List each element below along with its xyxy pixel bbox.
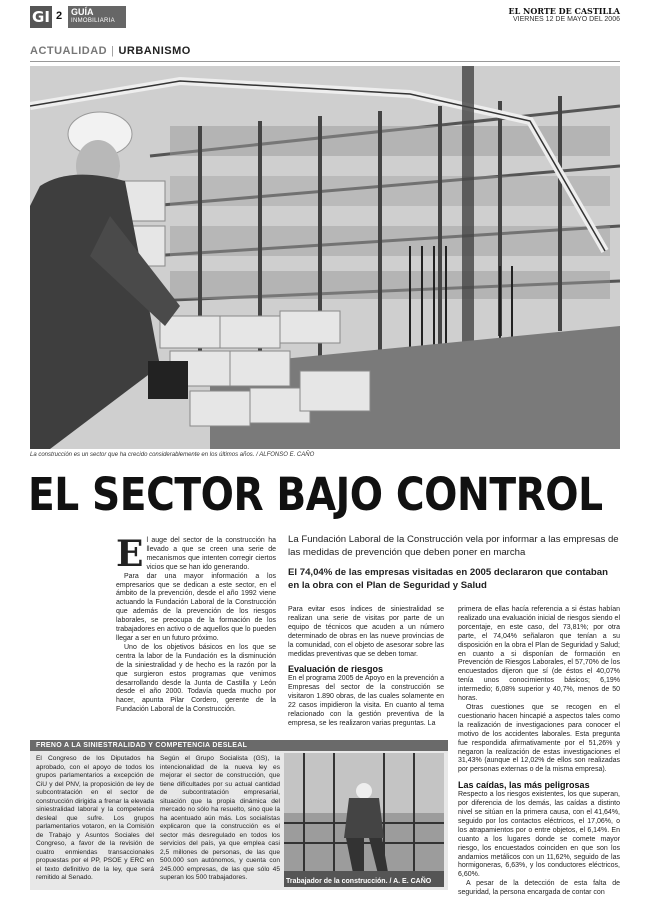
- construction-site-illustration: [30, 66, 620, 449]
- sidebar-box: [30, 740, 448, 890]
- section-label: [30, 45, 191, 57]
- paragraph: primera de ellas hacía referencia a si éstas habían realizado una evaluación inicial de riesgos siendo el porcentaje, en este caso, del 73,81%; por otra parte, el 74,04% señalaron que tenían a su disposición en la obra el Plan de Seguridad y Salud; en cuanto a si disponían de formación en Prevención de Riesgos Laborales, el 57,70% de los encuestados dijeron que sí (de éstos el 40,07% tenía unos conocimientos básicos; 6,19% intermedio; 6,08% superior y 40,7%, menos de 50 horas.: [458, 606, 620, 703]
- worker-illustration: [284, 753, 444, 887]
- main-photo-caption: La construcción es un sector que ha crecido considerablemente en los últimos años. / ALFONSO E. CAÑO: [30, 452, 315, 458]
- supplement-label-line2: INMOBILIARIA: [71, 18, 115, 24]
- sidebar-photo-caption: Trabajador de la construcción. / A. E. CAÑO: [286, 878, 432, 885]
- sidebar-column-1: [36, 755, 154, 883]
- supplement-badge: GI: [30, 6, 52, 28]
- paragraph: Uno de los objetivos básicos en los que se centra la labor de la Fundación es la disminución de la siniestralidad y de hecho es la razón por la que surgieron estos programas que venimos desarrollando desde la Junta de Castilla y León desde el año 2000. Todavía queda mucho por hacer, apunta Pilar Cordero, gerente de la Fundación Laboral de la Construcción.: [116, 643, 276, 714]
- paragraph-intro: [116, 533, 276, 575]
- issue-date: VIERNES 12 DE MAYO DEL 2006: [513, 16, 620, 23]
- deck-line-1: La Fundación Laboral de la Construcción vela por informar a las empresas de las medidas de prevención que deben poner en marcha: [288, 534, 619, 558]
- article-column-3: [458, 606, 620, 898]
- article-column-1: [116, 533, 276, 715]
- supplement-label-line1: GUÍA: [71, 7, 94, 17]
- headline: EL SECTOR BAJO CONTROL: [28, 468, 603, 521]
- main-photo: [30, 66, 620, 449]
- page-header: [30, 6, 620, 28]
- subhead-riesgos: Evaluación de riesgos: [288, 664, 384, 675]
- sidebar-paragraph: Según el Grupo Socialista (GS), la intencionalidad de la nueva ley es mejorar el sector de construcción, que tiene difícultades por su actual cantidad de subcontratación empresarial, situación que la propia dinámica del mercado no sólo ha resuelto, sino que la ha acentuado aún más. Los socialistas explicaron que la construcción es el sector más desregulado en todos los servicios del país, ya que emplea casi 2,5 millones de personas, de las que 500.000 son autónomos, y cuenta con 245.000 empresas, de las que sólo 45 superan los 500 trabajadores.: [160, 755, 280, 881]
- section-rule: [30, 61, 620, 62]
- paragraph: Para dar una mayor información a los empresarios que se dedican a este sector, en el ámbito de la prevención, desde el año 1992 viene actuando la Fundación Laboral de la Construcción que además de la prevención de los riesgos laborales, se preocupa de la formación de los trabajadores en activo o de aquellos que lo pueden llegar a ser en un futuro próximo.: [116, 572, 276, 642]
- sidebar-column-2: [160, 755, 280, 883]
- intro-text: l auge del sector de la construcción ha llevado a que se creen una serie de mecanismos que intenten corregir ciertos vicios que se han ido generando.: [146, 537, 276, 571]
- article-column-2: [288, 606, 444, 729]
- sidebar-title: FRENO A LA SINIESTRALIDAD Y COMPETENCIA DESLEAL: [30, 740, 448, 751]
- section-separator: |: [111, 45, 115, 57]
- sidebar-photo: [284, 753, 444, 887]
- section-subcategory: URBANISMO: [118, 45, 191, 57]
- sidebar-paragraph: El Congreso de los Diputados ha aprobado, con el apoyo de todos los grupos parlamentarios a excepción de CiU y del PNV, la proposición de ley de subcontratación en el sector de construcción dirigida a frenar la elevada siniestralidad laboral y la competencia desleal que sufre. Los grupos parlamentarios votaron, en la Comisión de Trabajo y Asuntos Sociales del Congreso, a favor de la revisión de cuatro enmiendas transaccionales propuestas por el PP, PSOE y ERC en el texto definitivo de la ley, que será remitido al Senado.: [36, 755, 154, 881]
- paragraph: A pesar de la detección de esta falta de seguridad, la persona encargada de contar con: [458, 880, 620, 897]
- subhead-caidas: Las caídas, las más peligrosas: [458, 780, 590, 791]
- paragraph: Otras cuestiones que se recogen en el cuestionario hacen hincapié a aspectos tales como la realización de investigaciones para conocer el motivo de los accidentes laborales. Esta pregunta fue respondida afirmativamente por el 51,26% y negaron la realización de estas investigaciones el 31,43% (aunque el 12,02% de ellos son realizadas por personas externas o de la misma empresa).: [458, 703, 620, 774]
- section-category: ACTUALIDAD: [30, 45, 108, 57]
- newspaper-name: EL NORTE DE CASTILLA: [508, 6, 620, 16]
- supplement-label: [68, 6, 126, 28]
- drop-cap: E: [116, 533, 144, 575]
- deck-line-2: El 74,04% de las empresas visitadas en 2005 declararon que contaban en la obra con el Plan de Seguridad y Salud: [288, 567, 608, 591]
- paragraph: Respecto a los riesgos existentes, los que superan, por diferencia de los demás, las caídas a distinto nivel se sitúan en la primera causa, con el 41,64%, seguido por los contactos eléctricos, el 17,06%, o los atrapamientos por o entre objetos, el 6,14%. En cuanto a los lugares donde se comete mayor riesgo, los encuestados coinciden en que son los andamios metálicos con un 11,62%, seguido de las hormigoneras, 6,63%, y los conductores eléctricos, 6,60%.: [458, 791, 620, 879]
- page-number: 2: [56, 10, 63, 22]
- paragraph: Para evitar esos índices de siniestralidad se realizan una serie de visitas por parte de un equipo de técnicos que acuden a un número determinado de obras en las nueve provincias de la comunidad, con el objeto de asesorar sobre las medidas preventivas que se deben tomar.: [288, 606, 444, 658]
- paragraph: En el programa 2005 de Apoyo en la prevención a Empresas del sector de la construcción se visitaron 1.890 obras, de las cuales solamente en 22 casos impidieron la visita. En cuanto al tema relacionado con la gestión preventiva de la empresa, se les realizaron varias preguntas. La: [288, 675, 444, 727]
